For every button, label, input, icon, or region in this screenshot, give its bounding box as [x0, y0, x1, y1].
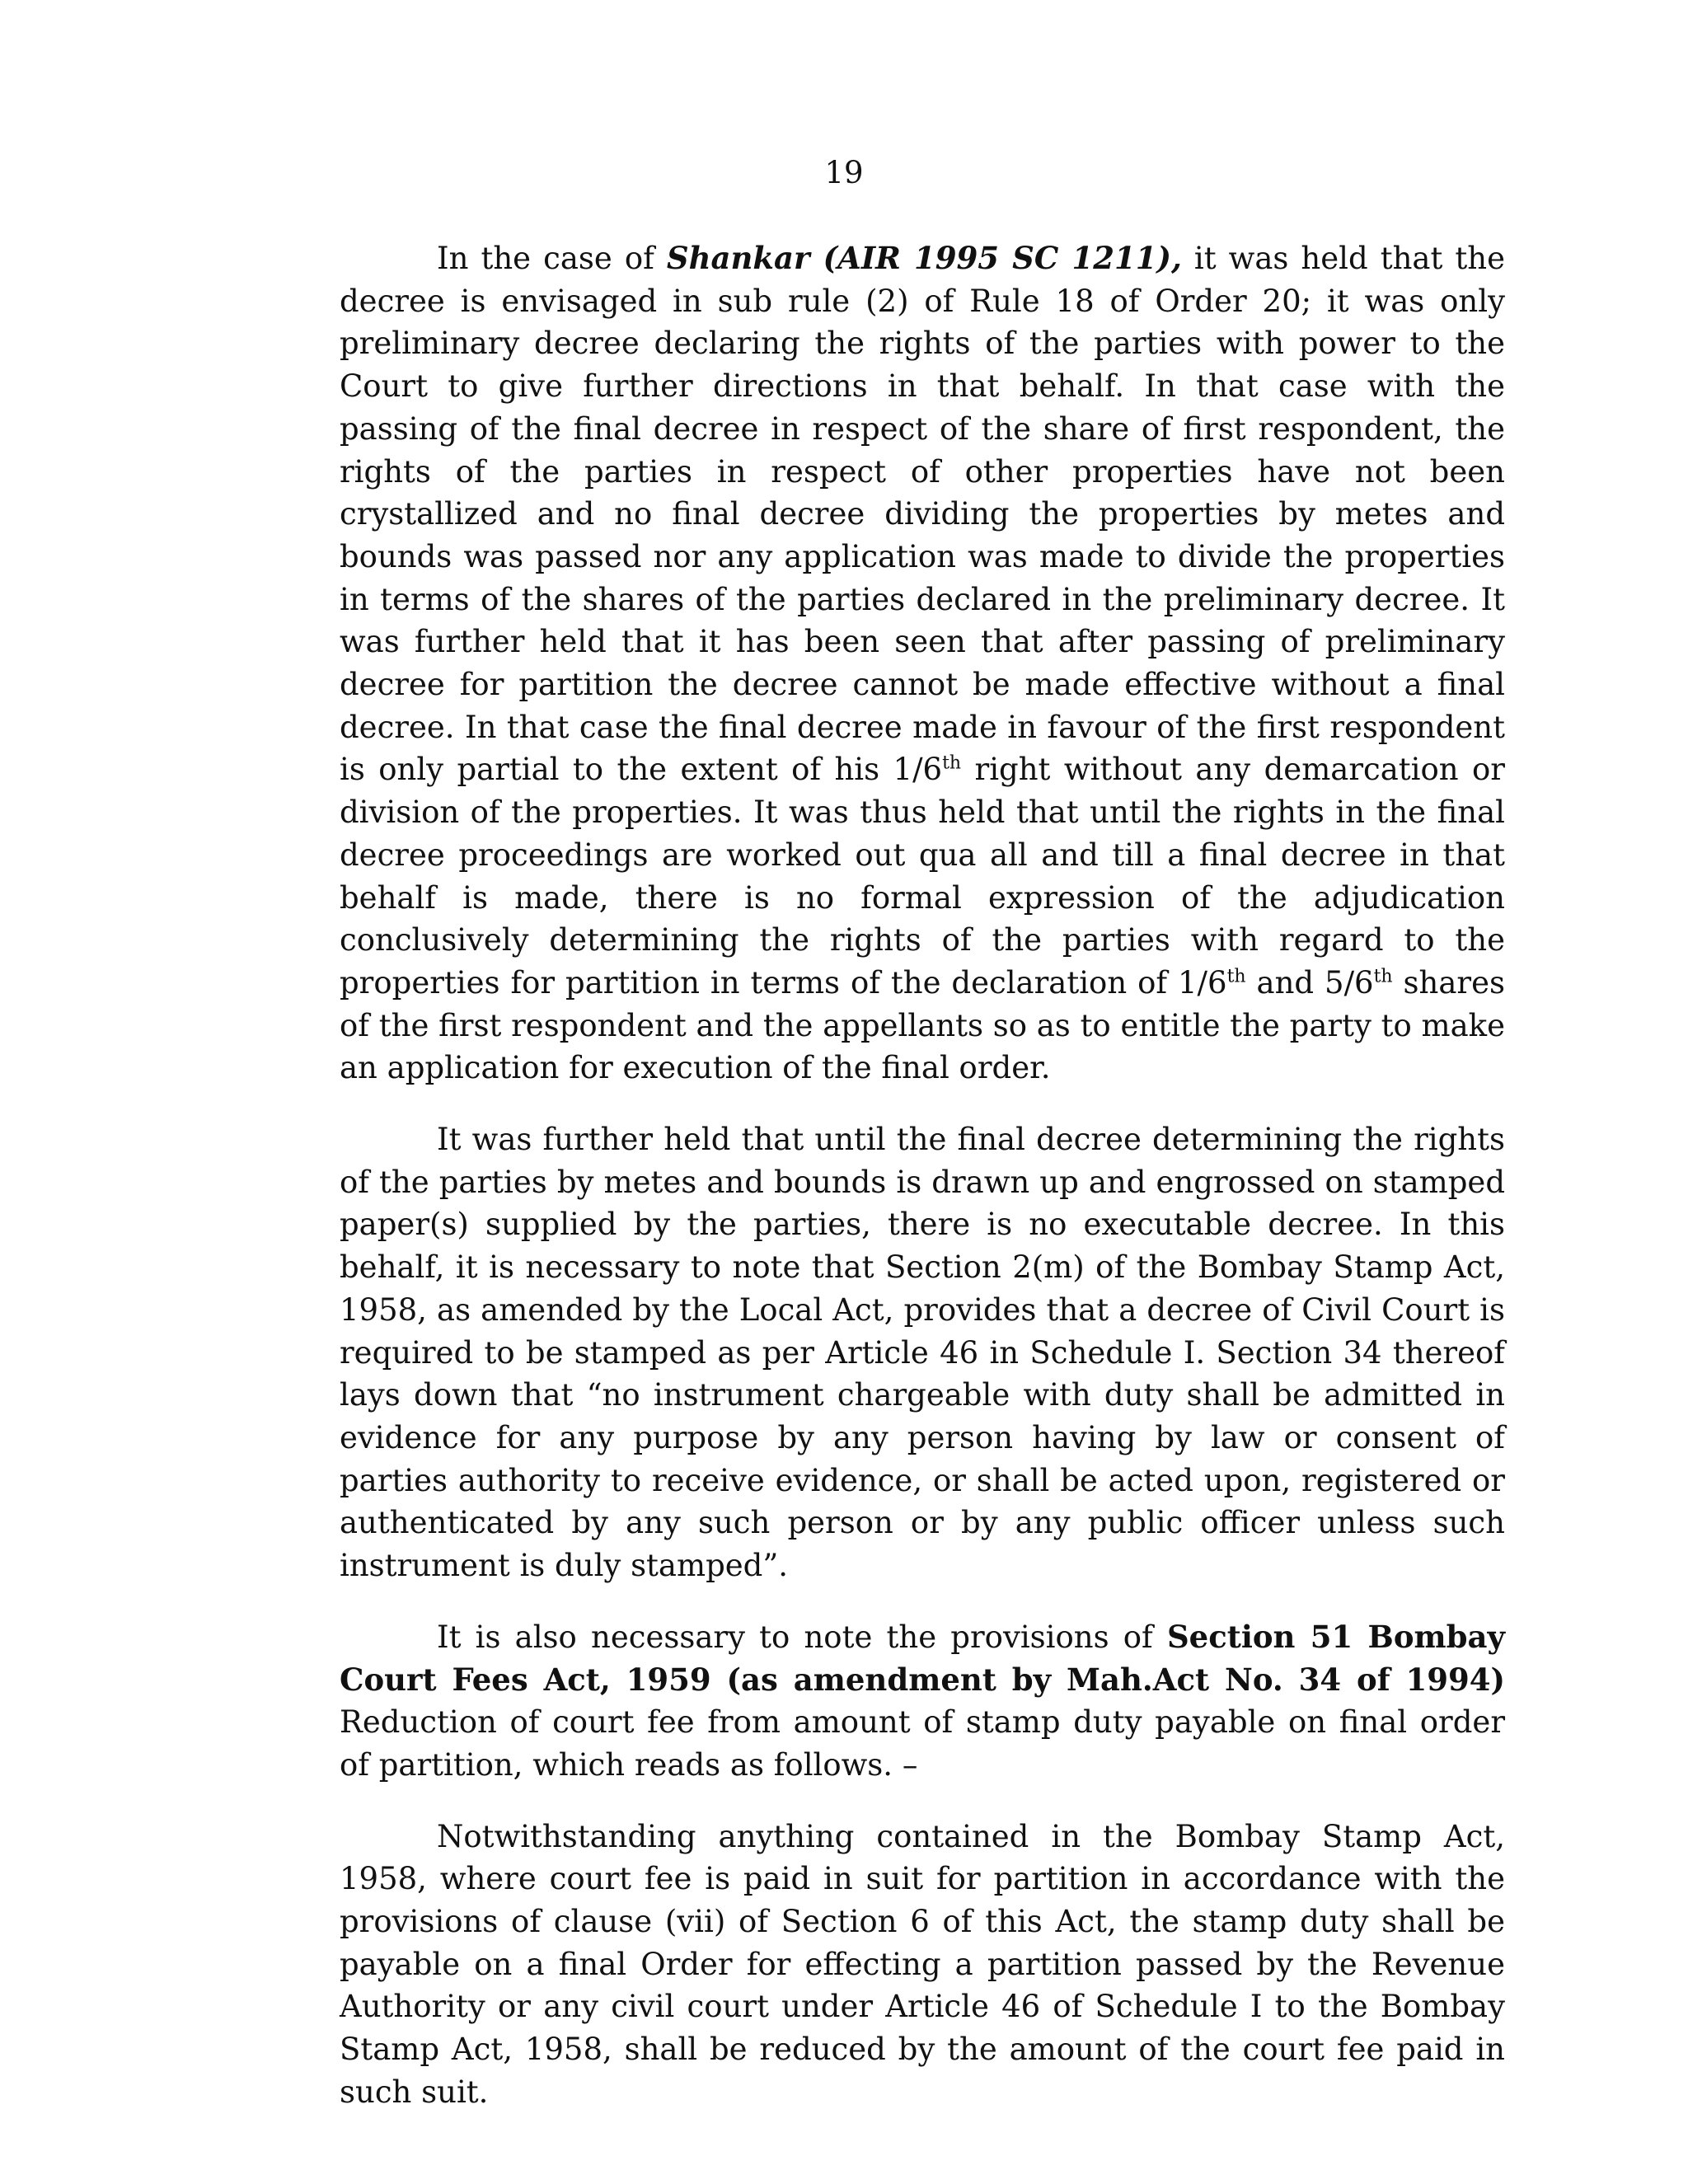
ordinal-superscript: th	[1373, 966, 1393, 987]
paragraph-shankar-case	[340, 237, 1505, 1090]
page-number: 19	[824, 155, 864, 190]
document-body	[340, 237, 1505, 2114]
ordinal-superscript: th	[942, 753, 962, 775]
para1-text-b: right without any demarcation or division of the properties. It was thus held that until the rights in the final decree proceedings are worked out qua all and till a final decree in that behalf is made, there is no formal expression of the adjudication conclusively determining the rights of the parties with regard to the properties for partition in terms of the declaration of 1/6	[340, 752, 1505, 1001]
para3-lead: It is also necessary to note the provisions of	[437, 1619, 1167, 1655]
case-citation: Shankar (AIR 1995 SC 1211),	[666, 240, 1182, 276]
paragraph-executable-decree: It was further held that until the final decree determining the rights of the parties by metes and bounds is drawn up and engrossed on stamped paper(s) supplied by the parties, there is no executable decree. In this behalf, it is necessary to note that Section 2(m) of the Bombay Stamp Act, 1958, as amended by the Local Act, provides that a decree of Civil Court is required to be stamped as per Article 46 in Schedule I. Section 34 thereof lays down that “no instrument chargeable with duty shall be admitted in evidence for any purpose by any person having by law or consent of parties authority to receive evidence, or shall be acted upon, registered or authenticated by any such person or by any public officer unless such instrument is duly stamped”.	[340, 1122, 1505, 1584]
para1-text-a: it was held that the decree is envisaged in sub rule (2) of Rule 18 of Order 20; it was only preliminary decree declaring the rights of the parties with power to the Court to give further directions in that behalf. In that case with the passing of the final decree in respect of the share of first respondent, the rights of the parties in respect of other properties have not been crystallized and no final decree dividing the properties by metes and bounds was passed nor any application was made to divide the properties in terms of the shares of the parties declared in the preliminary decree. It was further held that it has been seen that after passing of preliminary decree for partition the decree cannot be made effective without a final decree. In that case the final decree made in favour of the first respondent is only partial to the extent of his 1/6	[340, 241, 1505, 788]
para1-text-c: and 5/6	[1245, 964, 1374, 1001]
statute-reference: Section 51 Bombay Court Fees Act, 1959 (as amendment by Mah.Act No. 34 of 1994)	[340, 1618, 1505, 1698]
ordinal-superscript: th	[1226, 966, 1246, 987]
paragraph-court-fees-act	[340, 1616, 1505, 1787]
para1-text-d: shares of the first respondent and the appellants so as to entitle the party to make an application for execution of the final order.	[340, 964, 1505, 1086]
para3-text: Reduction of court fee from amount of stamp duty payable on final order of partition, which reads as follows. –	[340, 1704, 1505, 1783]
para1-lead: In the case of	[437, 241, 667, 276]
paragraph-quoted-provision: Notwithstanding anything contained in the Bombay Stamp Act, 1958, where court fee is paid in suit for partition in accordance with the provisions of clause (vii) of Section 6 of this Act, the stamp duty shall be payable on a final Order for effecting a partition passed by the Revenue Authority or any civil court under Article 46 of Schedule I to the Bombay Stamp Act, 1958, shall be reduced by the amount of the court fee paid in such suit.	[340, 1818, 1505, 2110]
